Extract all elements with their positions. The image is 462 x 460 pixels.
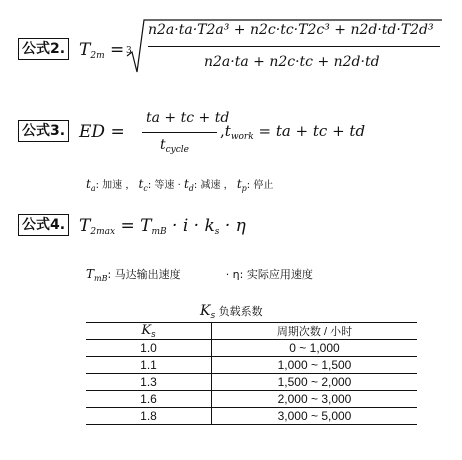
formula-4-expression: $T_{2max} = T_{mB} \cdot i \cdot k_s \cdot \eta$ [79,216,246,237]
cycles-cell: 3,000 ~ 5,000 [212,408,418,425]
ks-load-factor-table [86,322,417,425]
table-row [86,340,417,357]
ks-cell: 1.0 [86,340,212,357]
table-row [86,374,417,391]
ks-cell: 1.3 [86,374,212,391]
formula-4-label: 公式4. [18,214,69,236]
table-row [86,391,417,408]
ks-cell: 1.6 [86,391,212,408]
cycles-cell: 2,000 ~ 3,000 [212,391,418,408]
formula-3-numerator: ta + tc + td [146,110,230,126]
ks-cell: 1.8 [86,408,212,425]
cycles-cell: 1,500 ~ 2,000 [212,374,418,391]
table-row [86,408,417,425]
formula-2-lhs: $T_{2m}$ = [79,40,125,61]
cycles-cell: 0 ~ 1,000 [212,340,418,357]
root-index: 3 [126,46,132,56]
ks-cell: 1.1 [86,357,212,374]
formula-3-label: 公式3. [18,120,69,142]
column-header-ks: $K_s$ [86,323,212,340]
column-header-cycles: 周期次数 / 小时 [212,323,418,340]
formula-3-denominator: $t_{cycle}$ [160,137,190,155]
table-header-row [86,323,417,340]
formula-2-denominator: n2a·ta + n2c·tc + n2d·td [204,54,380,70]
cycles-cell: 1,000 ~ 1,500 [212,357,418,374]
formula-2-label: 公式2. [18,38,69,60]
formula-2-numerator: n2a·ta·T2a³ + n2c·tc·T2c³ + n2d·td·T2d³ [148,22,434,38]
formula-4-legend: $T_{mB}$: 马达输出速度 · η: 实际应用速度 [86,267,313,283]
ks-table-caption: $K_s$ 负载系数 [200,303,263,321]
formula-3-lhs: ED = [79,122,125,142]
formula-2-fraction-bar [148,46,440,47]
formula-3-fraction-bar [142,132,217,133]
table-row [86,357,417,374]
formula-3-legend: $t_a$: 加速 ， $t_c$: 等速 · $t_d$: 减速 ， $t_p$: 停止 [86,177,274,193]
formula-3-work-time: $,t_{work}$ = ta + tc + td [220,122,366,142]
